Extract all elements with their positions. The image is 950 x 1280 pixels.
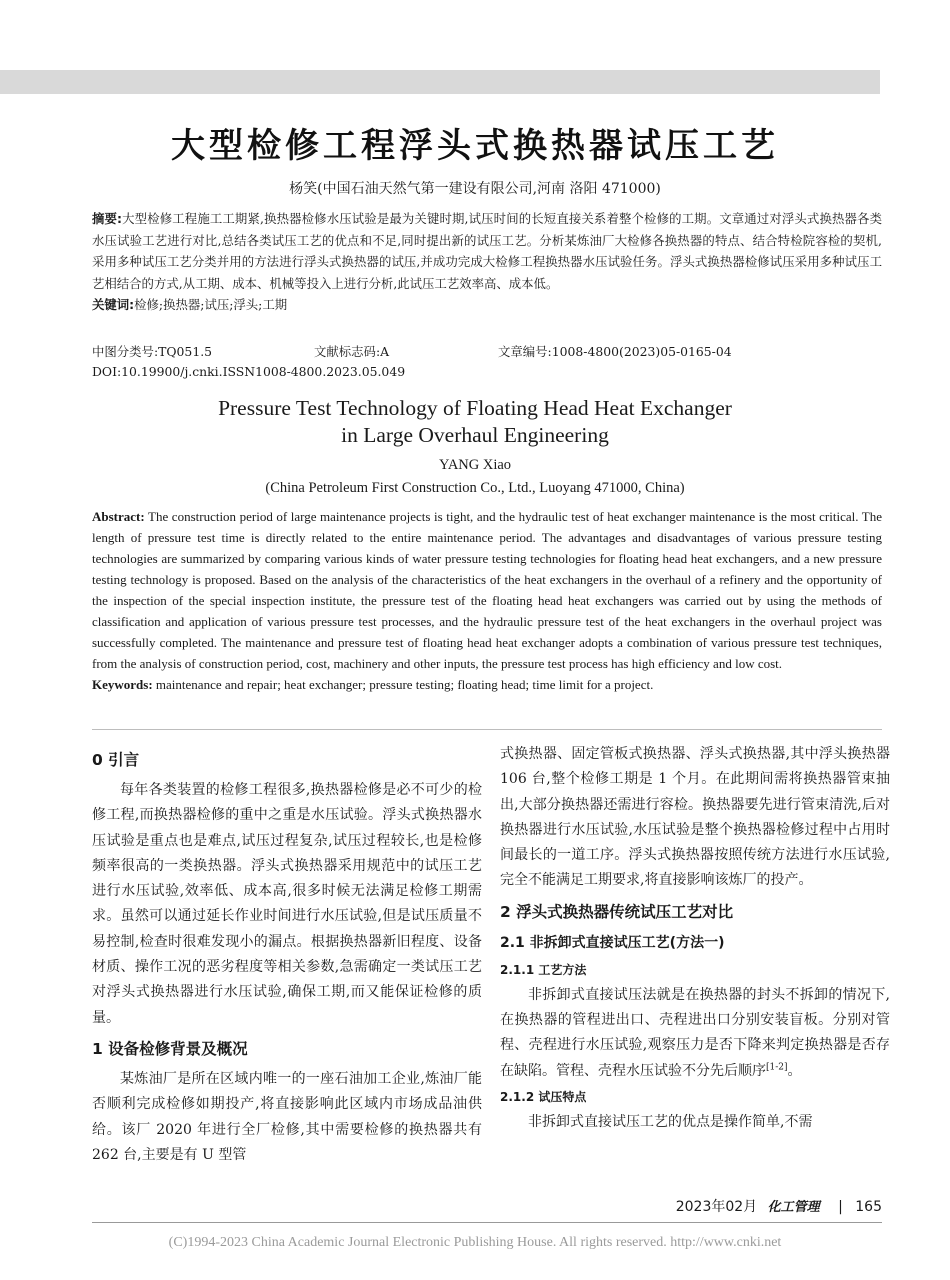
english-author: YANG Xiao <box>438 457 512 473</box>
english-abstract-label: Abstract: <box>92 509 145 524</box>
abstract-cn-text: 大型检修工程施工工期紧,换热器检修水压试验是最为关键时期,试压时间的长短直接关系着整个检修的工期。文章通过对浮头式换热器各类水压试验工艺进行对比,总结各类试压工艺的优点和不足,同时提出新的试压工艺。分析某炼油厂大检修各换热器的特点、结合特检院容检的契机,采用多种试压工艺分类并用的方法进行浮头式换热器的试压,并成功完成大检修工程换热器水压试验任务。浮头式换热器检修试压采用多种试压工艺相结合的方式,从工期、成本、机械等投入上进行分析,此试压工艺效率高、成本低。 <box>92 211 882 291</box>
english-affiliation: (China Petroleum First Construction Co., Ltd., Luoyang 471000, China) <box>265 480 685 496</box>
keywords-cn-label: 关键词: <box>92 297 135 312</box>
keywords-cn <box>92 294 882 316</box>
english-keywords-label: Keywords: <box>92 677 153 692</box>
english-abstract <box>92 506 882 674</box>
english-keywords <box>92 674 882 695</box>
english-keywords-text: maintenance and repair; heat exchanger; pressure testing; floating head; time limit for a project. <box>152 677 654 692</box>
doi: DOI:10.19900/j.cnki.ISSN1008-4800.2023.05.049 <box>92 364 406 379</box>
english-abstract-text: The construction period of large maintenance projects is tight, and the hydraulic test of heat exchanger maintenance is the most critical. The length of pressure test time is directly related to the entire maintenance period. The advantages and disadvantages of various pressure testing technologies are summarized by comparing various kinds of water pressure testing technologies for floating head heat exchangers, and a new pressure testing technology is proposed. Based on the analysis of the characteristics of the heat exchangers in the overhaul of a refinery and the opportunity of the inspection of the special inspection institute, the pressure test of the floating head heat exchangers was carried out by using the methods of classification and application of various pressure test processes, and the hydraulic pressure test of the heat exchangers in the overhaul project was successfully completed. The maintenance and pressure test of floating head heat exchanger adopts a combination of various pressure test techniques, from the analysis of construction period, cost, machinery and other inputs, the pressure test process has high efficiency and low cost. <box>92 509 882 671</box>
abstract-cn <box>92 208 882 294</box>
section-2-1-1-end: 。 <box>787 1062 802 1079</box>
page-number: 165 <box>855 1199 882 1215</box>
english-abstract-block <box>92 506 882 695</box>
header-band <box>0 70 880 94</box>
section-2-1-1-text: 非拆卸式直接试压法就是在换热器的封头不拆卸的情况下,在换热器的管程进出口、壳程进出口分别安装盲板。分别对管程、壳程进行水压试验,观察压力是否下降来判定换热器是否存在缺陷。管程、壳程水压试验不分先后顺序 <box>500 986 890 1079</box>
section-2-1-1-heading: 2.1.1 工艺方法 <box>500 962 587 977</box>
article-number: 文章编号:1008-4800(2023)05-0165-04 <box>498 344 732 359</box>
section-2-heading: 2 浮头式换热器传统试压工艺对比 <box>500 902 734 921</box>
document-code: 文献标志码:A <box>314 344 390 359</box>
english-title <box>0 395 950 449</box>
chinese-abstract-block <box>92 208 882 316</box>
footer-separator: | <box>838 1199 843 1215</box>
abstract-cn-label: 摘要: <box>92 211 123 226</box>
page-footer <box>600 1196 882 1216</box>
section-0-heading: 0 引言 <box>92 751 140 769</box>
section-1-heading: 1 设备检修背景及概况 <box>92 1039 248 1058</box>
section-2-1-heading: 2.1 非拆卸式直接试压工艺(方法一) <box>500 934 725 951</box>
copyright-notice: (C)1994-2023 China Academic Journal Electronic Publishing House. All rights reserved. http://www.cnki.net <box>168 1235 782 1250</box>
page-title: 大型检修工程浮头式换热器试压工艺 <box>171 126 779 166</box>
divider <box>92 729 882 730</box>
section-1-paragraph: 某炼油厂是所在区域内唯一的一座石油加工企业,炼油厂能否顺利完成检修如期投产,将直接影响此区域内市场成品油供给。该厂 2020 年进行全厂检修,其中需要检修的换热器共有 262 台,主要是有 U 型管 <box>92 1070 482 1163</box>
section-2-1-1-paragraph <box>500 983 890 1084</box>
right-column <box>500 742 890 1135</box>
section-0-paragraph: 每年各类装置的检修工程很多,换热器检修是必不可少的检修工程,而换热器检修的重中之重是水压试验。浮头式换热器水压试验是重点也是难点,试压过程复杂,试压过程较长,也是检修频率很高的一类换热器。浮头式换热器采用规范中的试压工艺进行水压试验,效率低、成本高,很多时候无法满足检修工期需求。虽然可以通过延长作业时间进行水压试验,但是试压质量不易控制,检查时很难发现小的漏点。根据换热器新旧程度、设备材质、操作工况的恶劣程度等相关参数,急需确定一类试压工艺对浮头式换热器进行水压试验,确保工期,而又能保证检修的质量。 <box>92 782 482 1026</box>
issue-date: 2023年02月 <box>675 1199 758 1215</box>
citation-ref: [1-2] <box>766 1062 788 1073</box>
clc-number: 中图分类号:TQ051.5 <box>92 344 213 359</box>
english-title-line1: Pressure Test Technology of Floating Head Heat Exchanger <box>218 396 732 420</box>
section-2-1-2-paragraph: 非拆卸式直接试压工艺的优点是操作简单,不需 <box>528 1113 813 1130</box>
author-cn: 杨笑(中国石油天然气第一建设有限公司,河南 洛阳 471000) <box>289 181 661 197</box>
section-2-1-2-heading: 2.1.2 试压特点 <box>500 1089 587 1104</box>
journal-logo: 化工管理 <box>767 1200 820 1215</box>
english-title-line2: in Large Overhaul Engineering <box>341 423 609 447</box>
left-column <box>92 742 482 1168</box>
keywords-cn-text: 检修;换热器;试压;浮头;工期 <box>134 297 288 312</box>
footer-rule <box>92 1222 882 1223</box>
section-1-continuation: 式换热器、固定管板式换热器、浮头式换热器,其中浮头换热器 106 台,整个检修工期是 1 个月。在此期间需将换热器管束抽出,大部分换热器还需进行容检。换热器要先进行管束清洗,后对换热器进行水压试验,水压试验是整个换热器检修过程中占用时间最长的一道工序。浮头式换热器按照传统方法进行水压试验,完全不能满足工期要求,将直接影响该炼厂的投产。 <box>500 746 890 889</box>
